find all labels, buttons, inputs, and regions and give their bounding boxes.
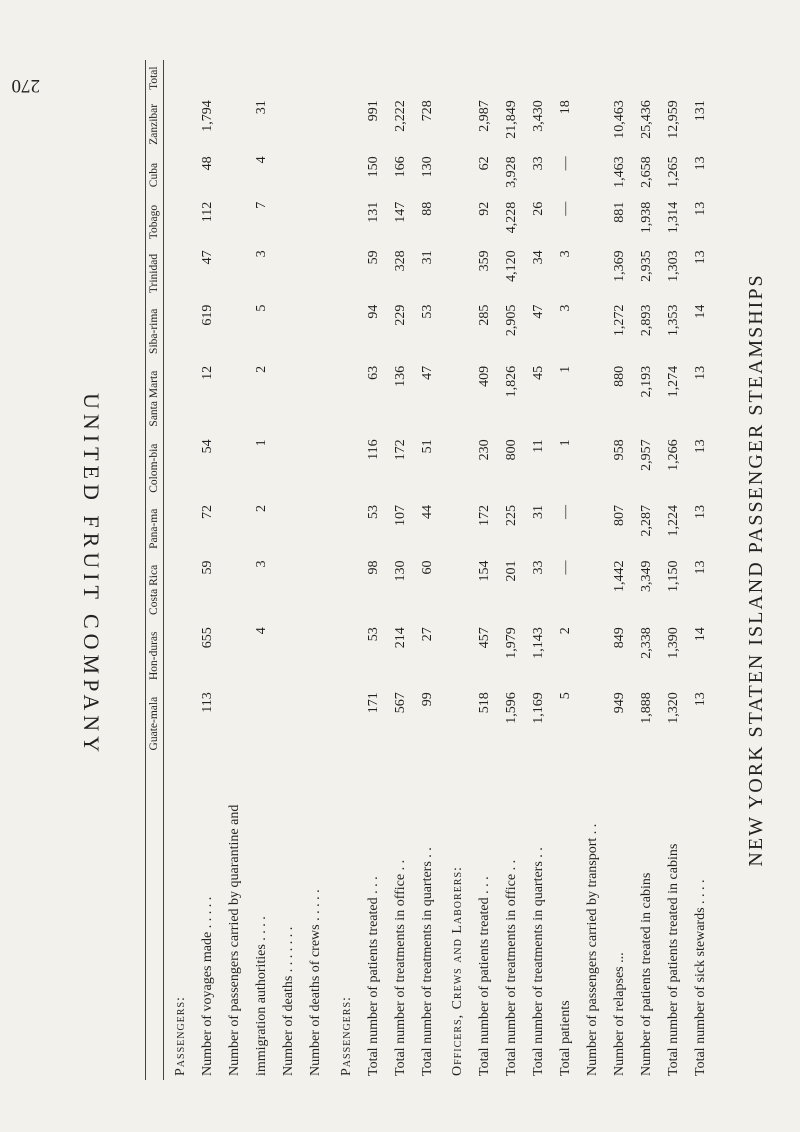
table-cell (222, 301, 249, 362)
table-cell: 1,143 (531, 627, 546, 659)
table-cell: 225 (504, 505, 519, 527)
row-label: Total number of sick stewards . . . . (693, 879, 708, 1076)
table-cell (303, 198, 330, 247)
table-row (387, 60, 414, 1080)
table-cell: 1,314 (666, 201, 681, 234)
table-cell (303, 362, 330, 435)
table-cell: 2,987 (477, 100, 492, 132)
row-label: Number of deaths . . . . . . . (281, 926, 296, 1076)
table-cell (222, 688, 249, 759)
table-cell: 94 (365, 304, 381, 319)
table-cell: 53 (419, 304, 435, 319)
table-cell (222, 623, 249, 688)
table-cell (222, 246, 249, 300)
table-cell: 113 (200, 692, 215, 713)
column-header: Pana-ma (146, 501, 164, 556)
table-cell: 33 (531, 560, 546, 575)
table-cell: 53 (365, 627, 381, 642)
table-cell: 991 (365, 100, 381, 122)
table-cell: 131 (693, 100, 708, 122)
table-cell: 949 (612, 692, 627, 714)
table-cell: 59 (200, 560, 215, 575)
table-cell: 33 (531, 156, 546, 171)
table-cell (276, 152, 303, 197)
table-cell: 47 (200, 250, 215, 265)
table-cell (303, 688, 330, 759)
table-row (472, 60, 499, 1080)
table-cell: 13 (693, 365, 708, 380)
table-cell (580, 96, 607, 152)
table-cell: 5 (558, 692, 573, 700)
table-cell: 92 (477, 201, 492, 216)
table-cell: 2,287 (639, 505, 654, 537)
table-cell: 1,442 (612, 560, 627, 592)
row-label: Number of patients treated in cabins (639, 872, 654, 1076)
table-cell: 3 (254, 250, 269, 258)
table-row (303, 60, 330, 1080)
table-cell: 4 (254, 156, 269, 164)
column-header: Costa Rica (146, 556, 164, 623)
table-cell: 359 (477, 250, 492, 272)
table-cell: 881 (612, 201, 627, 223)
column-header: Total (146, 60, 164, 96)
table-cell: 1,369 (612, 250, 627, 282)
table-cell: 34 (531, 250, 546, 265)
table-cell: 4 (254, 627, 269, 635)
row-label: Total number of treatments in quarters . . (419, 847, 435, 1076)
table-cell: 107 (392, 505, 408, 527)
statistics-table (145, 60, 715, 1080)
table-cell: 800 (504, 439, 519, 461)
table-cell: 131 (365, 201, 381, 223)
table-cell: 214 (392, 627, 408, 649)
table-cell: 2,658 (639, 156, 654, 188)
table-cell: 2 (558, 627, 573, 635)
row-label: Total patients (558, 1000, 573, 1076)
section-label: Passengers: (173, 996, 188, 1076)
table-cell: 2,893 (639, 304, 654, 337)
table-cell (580, 688, 607, 759)
table-cell: 3,928 (504, 156, 519, 188)
row-label: Number of passengers carried by transport . . (585, 823, 600, 1076)
section-label: Passengers: (338, 996, 354, 1076)
table-cell (580, 198, 607, 247)
table-cell: 25,436 (639, 100, 654, 139)
table-cell: 3 (558, 304, 573, 312)
table-cell: 13 (693, 201, 708, 216)
section-row (330, 60, 361, 1080)
table-row (499, 60, 526, 1080)
table-cell: 5 (254, 304, 269, 312)
table-cell: 10,463 (612, 100, 627, 139)
column-header: Santa Marta (146, 362, 164, 435)
table-cell: 12,959 (666, 100, 681, 139)
row-label: Number of passengers carried by quarantine and (227, 804, 242, 1076)
row-label: Total number of patients treated in cabins (666, 843, 681, 1076)
table-cell (580, 301, 607, 362)
table-cell (580, 246, 607, 300)
row-label: Total number of treatments in office . . (392, 859, 408, 1076)
table-cell: 13 (693, 560, 708, 575)
table-cell: 1,150 (666, 560, 681, 592)
table-row (553, 60, 580, 1080)
table-cell (222, 198, 249, 247)
table-cell: 11 (531, 439, 546, 453)
table-cell (222, 96, 249, 152)
table-cell: 7 (254, 201, 269, 209)
table-cell: 98 (365, 560, 381, 575)
row-label: Number of voyages made . . . . . (200, 896, 215, 1076)
table-cell: 1,320 (666, 692, 681, 724)
table-cell: 12 (200, 365, 215, 380)
table-cell: 619 (200, 304, 215, 326)
row-label: Number of deaths of crews . . . . . (308, 889, 323, 1076)
table-cell: 14 (693, 627, 708, 642)
table-cell (276, 301, 303, 362)
table-cell: 88 (419, 201, 435, 216)
table-cell: 13 (693, 156, 708, 171)
table-cell: 3,349 (639, 560, 654, 592)
table-cell: 201 (504, 560, 519, 582)
table-cell: 1,224 (666, 505, 681, 537)
table-cell (276, 556, 303, 623)
table-header-row (146, 60, 164, 1080)
table-cell (276, 623, 303, 688)
table-cell: — (558, 560, 573, 575)
table-row (607, 60, 634, 1080)
table-row (360, 60, 387, 1080)
table-cell: 285 (477, 304, 492, 326)
table-row (195, 60, 222, 1080)
column-header: Hon-duras (146, 623, 164, 688)
table-cell: 2,957 (639, 439, 654, 471)
table-cell: 1,463 (612, 156, 627, 188)
table-cell (580, 152, 607, 197)
column-header (146, 759, 164, 1080)
column-header: Tobago (146, 198, 164, 247)
table-cell (249, 688, 276, 759)
table-cell: 1,303 (666, 250, 681, 282)
table-cell: 3 (558, 250, 573, 258)
column-header: Siba-rima (146, 301, 164, 362)
table-cell (303, 301, 330, 362)
section-row (164, 60, 195, 1080)
table-cell: 567 (392, 692, 408, 714)
table-row (661, 60, 688, 1080)
table-cell: 958 (612, 439, 627, 461)
table-cell: 154 (477, 560, 492, 582)
row-label: immigration authorities . . . . (254, 916, 269, 1076)
table-cell: 116 (365, 439, 381, 460)
table-cell: 53 (365, 505, 381, 520)
table-cell: 27 (419, 627, 435, 642)
table-cell: 45 (531, 365, 546, 380)
table-row (688, 60, 715, 1080)
table-cell: 4,228 (504, 201, 519, 234)
table-cell (276, 198, 303, 247)
table-cell: 3 (254, 560, 269, 568)
table-cell: 150 (365, 156, 381, 178)
table-cell: 13 (693, 505, 708, 520)
row-label: Total number of patients treated . . . (365, 876, 381, 1076)
table-cell: 31 (419, 250, 435, 265)
table-cell: 880 (612, 365, 627, 387)
table-cell (222, 435, 249, 501)
running-header: UNITED FRUIT COMPANY (79, 392, 104, 758)
table-cell: 1,272 (612, 304, 627, 337)
row-label: Total number of patients treated . . . (477, 876, 492, 1076)
table-cell: 171 (365, 692, 381, 714)
table-cell (276, 435, 303, 501)
table-cell: 1,266 (666, 439, 681, 471)
table-cell: 1,826 (504, 365, 519, 398)
table-row (222, 60, 249, 1080)
table-cell: 2,905 (504, 304, 519, 337)
table-cell (303, 501, 330, 556)
table-cell (276, 362, 303, 435)
table-row (526, 60, 553, 1080)
table-cell: 44 (419, 505, 435, 520)
table-cell: 60 (419, 560, 435, 575)
column-header: Zanzibar (146, 96, 164, 152)
table-cell (276, 96, 303, 152)
table-cell: 1 (254, 439, 269, 447)
table-cell: 457 (477, 627, 492, 649)
table-cell (222, 362, 249, 435)
table-cell: 1,274 (666, 365, 681, 398)
table-cell: 172 (392, 439, 408, 461)
row-label: Number of relapses ... (612, 952, 627, 1076)
table-row (249, 60, 276, 1080)
table-cell: 13 (693, 692, 708, 707)
table-cell: 130 (419, 156, 435, 178)
table-cell: 1,938 (639, 201, 654, 234)
table-cell: 3,430 (531, 100, 546, 132)
table-cell: 136 (392, 365, 408, 387)
table-cell: 54 (200, 439, 215, 454)
table-cell: — (558, 201, 573, 216)
table-row (414, 60, 441, 1080)
table-cell (303, 96, 330, 152)
table-cell (222, 501, 249, 556)
row-label: Total number of treatments in office . . (504, 859, 519, 1076)
table-body (164, 60, 715, 1080)
table-cell: 229 (392, 304, 408, 326)
table-cell (276, 688, 303, 759)
table-cell: 1,265 (666, 156, 681, 188)
table-row (580, 60, 607, 1080)
table-cell: 47 (419, 365, 435, 380)
table-cell (276, 246, 303, 300)
table-cell: 1,353 (666, 304, 681, 337)
table-cell: 2,935 (639, 250, 654, 282)
table-cell: 130 (392, 560, 408, 582)
table-cell: 807 (612, 505, 627, 527)
table-cell: 1,169 (531, 692, 546, 724)
table-cell: 13 (693, 439, 708, 454)
table-cell (303, 556, 330, 623)
table-cell: 1,888 (639, 692, 654, 724)
table-cell: 14 (693, 304, 708, 319)
page-number: 270 (11, 75, 40, 96)
table-cell: 728 (419, 100, 435, 122)
table-cell: 62 (477, 156, 492, 171)
table-cell (303, 246, 330, 300)
table-cell: 655 (200, 627, 215, 649)
table-cell (580, 362, 607, 435)
table-cell: 1 (558, 365, 573, 373)
table-cell: 2 (254, 365, 269, 373)
table-cell (276, 501, 303, 556)
table-cell (303, 623, 330, 688)
table-cell: 51 (419, 439, 435, 454)
table-title: NEW YORK STATEN ISLAND PASSENGER STEAMSHIPS (745, 273, 767, 867)
table-cell (222, 152, 249, 197)
table-cell: 47 (531, 304, 546, 319)
column-header: Colom-bia (146, 435, 164, 501)
table-cell: 2,193 (639, 365, 654, 398)
table-cell: 147 (392, 201, 408, 223)
table-cell: — (558, 156, 573, 171)
table-cell: 1,979 (504, 627, 519, 659)
table-cell: 59 (365, 250, 381, 265)
table-cell: 4,120 (504, 250, 519, 282)
table-cell (222, 556, 249, 623)
statistics-table-container (145, 60, 725, 1080)
column-header: Cuba (146, 152, 164, 197)
column-header: Trinidad (146, 246, 164, 300)
table-cell: 99 (419, 692, 435, 707)
table-cell (303, 435, 330, 501)
table-cell: 63 (365, 365, 381, 380)
table-cell: 849 (612, 627, 627, 649)
table-cell: 230 (477, 439, 492, 461)
table-row (634, 60, 661, 1080)
table-cell: — (558, 505, 573, 520)
column-header: Guate-mala (146, 688, 164, 759)
table-cell (580, 623, 607, 688)
table-cell: 172 (477, 505, 492, 527)
table-cell: 2 (254, 505, 269, 513)
table-cell: 13 (693, 250, 708, 265)
table-cell: 1,596 (504, 692, 519, 724)
table-cell: 2,222 (392, 100, 408, 132)
table-cell: 518 (477, 692, 492, 714)
table-cell: 31 (254, 100, 269, 115)
table-cell: 21,849 (504, 100, 519, 139)
table-cell: 1 (558, 439, 573, 447)
table-row (276, 60, 303, 1080)
row-label: Total number of treatments in quarters . . (531, 847, 546, 1076)
table-cell: 1,390 (666, 627, 681, 659)
table-cell: 112 (200, 201, 215, 223)
table-cell: 328 (392, 250, 408, 272)
table-cell: 48 (200, 156, 215, 171)
table-cell: 26 (531, 201, 546, 216)
table-cell: 72 (200, 505, 215, 520)
section-row (441, 60, 472, 1080)
table-cell: 166 (392, 156, 408, 178)
table-cell: 2,338 (639, 627, 654, 659)
section-label: Officers, Crews and Laborers: (450, 866, 465, 1076)
table-cell: 18 (558, 100, 573, 115)
table-cell (580, 501, 607, 556)
table-cell (580, 435, 607, 501)
table-cell: 31 (531, 505, 546, 520)
table-cell (580, 556, 607, 623)
table-cell: 409 (477, 365, 492, 387)
table-cell (303, 152, 330, 197)
table-cell: 1,794 (200, 100, 215, 132)
